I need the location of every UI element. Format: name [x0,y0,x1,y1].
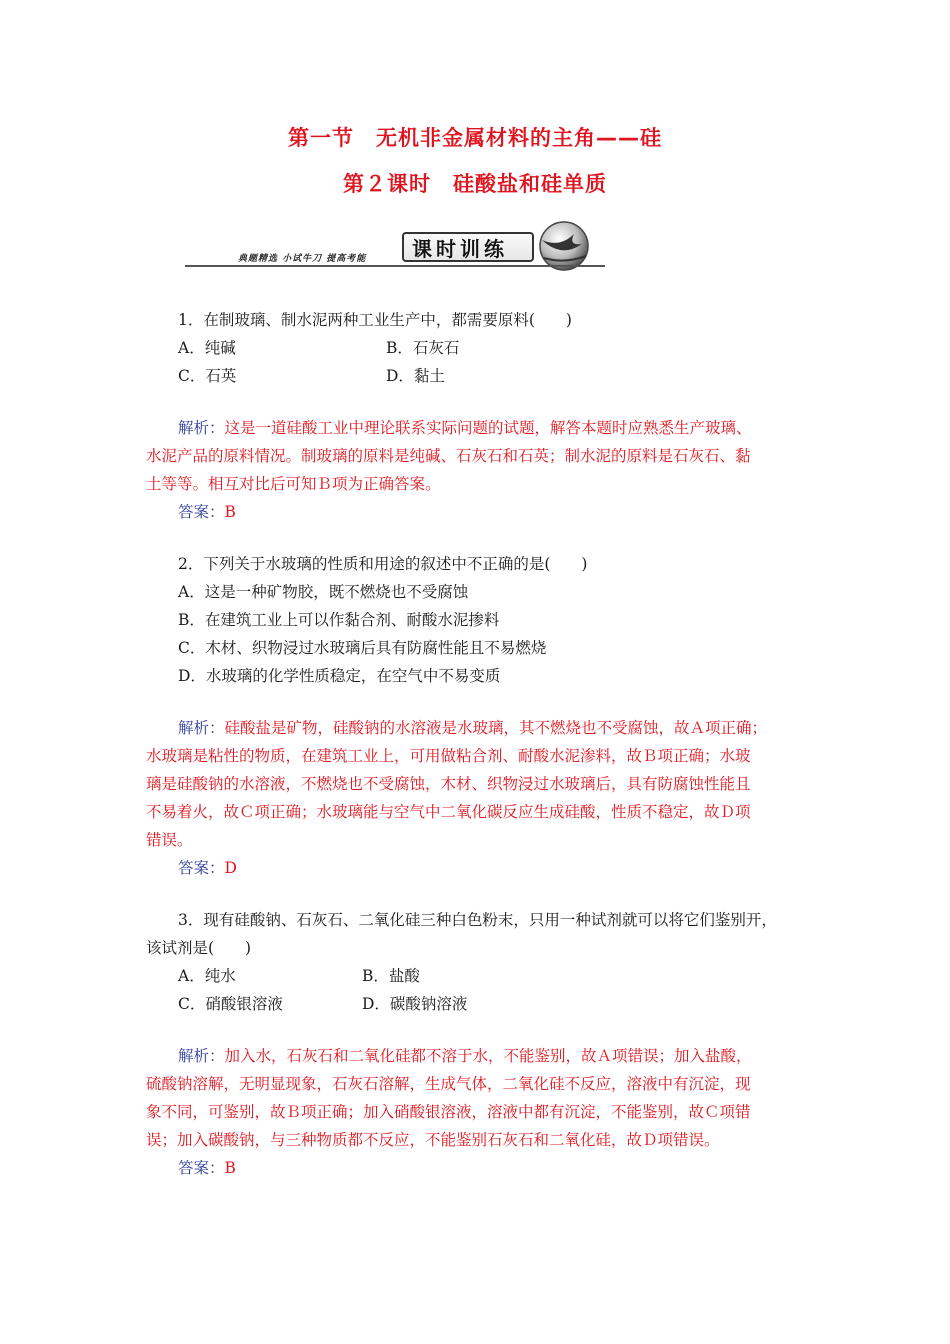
question-3-analysis-line-4: 误；加入碳酸钠，与三种物质都不反应，不能鉴别石灰石和二氧化硅，故Ｄ项错误。 [146,1131,720,1149]
question-1-option-d: D．黏土 [386,367,445,385]
question-2-option-b: B．在建筑工业上可以作黏合剂、耐酸水泥掺料 [178,611,500,629]
section-banner [180,212,600,270]
question-2-option-c: C．木材、织物浸过水玻璃后具有防腐性能且不易燃烧 [178,639,547,657]
question-3-analysis-line-3: 象不同，可鉴别，故Ｂ项正确；加入硝酸银溶液，溶液中都有沉淀，不能鉴别，故Ｃ项错 [146,1103,751,1121]
question-1-analysis-line-2: 水泥产品的原料情况。制玻璃的原料是纯碱、石灰石和石英；制水泥的原料是石灰石、黏 [146,447,751,465]
question-1-answer: 答案：B [178,503,236,521]
question-2-analysis-line-5: 错误。 [146,831,193,849]
question-1-analysis-line-1: 解析：这是一道硅酸工业中理论联系实际问题的试题，解答本题时应熟悉生产玻璃、 [178,419,752,437]
question-3-stem-line-2: 该试剂是( ) [146,939,252,957]
banner-label: 课时训练 [402,232,534,262]
question-3-option-b: B．盐酸 [362,967,420,985]
question-2-answer: 答案：D [178,859,237,877]
question-2-option-a: A．这是一种矿物胶，既不燃烧也不受腐蚀 [178,583,469,601]
question-2-analysis-line-3: 璃是硅酸钠的水溶液，不燃烧也不受腐蚀，木材、织物浸过水玻璃后，具有防腐蚀性能且 [146,775,751,793]
banner-rule [185,265,605,267]
question-3-analysis-line-1: 解析：加入水，石灰石和二氧化硅都不溶于水，不能鉴别，故Ａ项错误；加入盐酸， [178,1047,752,1065]
page-title: 第一节 无机非金属材料的主角——硅 [288,126,662,150]
analysis-label: 解析： [178,419,225,437]
bird-emblem-icon [530,214,600,272]
question-2-stem: 2．下列关于水玻璃的性质和用途的叙述中不正确的是( ) [178,555,588,573]
question-2-option-d: D．水玻璃的化学性质稳定，在空气中不易变质 [178,667,501,685]
question-2-analysis-line-4: 不易着火，故Ｃ项正确；水玻璃能与空气中二氧化碳反应生成硅酸，性质不稳定，故Ｄ项 [146,803,751,821]
question-3-option-d: D．碳酸钠溶液 [362,995,468,1013]
question-1-analysis-line-3: 土等等。相互对比后可知Ｂ项为正确答案。 [146,475,441,493]
question-2-analysis-line-2: 水玻璃是粘性的物质，在建筑工业上，可用做粘合剂、耐酸水泥渗料，故Ｂ项正确；水玻 [146,747,751,765]
page-subtitle: 第２课时 硅酸盐和硅单质 [343,172,607,196]
question-3-option-a: A．纯水 [178,967,236,985]
question-1-option-a: A．纯碱 [178,339,236,357]
question-2-analysis-line-1: 解析：硅酸盐是矿物，硅酸钠的水溶液是水玻璃，其不燃烧也不受腐蚀，故Ａ项正确； [178,719,768,737]
question-1-option-c: C．石英 [178,367,237,385]
question-3-analysis-line-2: 硫酸钠溶解，无明显现象，石灰石溶解，生成气体，二氧化硅不反应，溶液中有沉淀，现 [146,1075,751,1093]
analysis-label: 解析： [178,1047,225,1065]
question-1-stem: 1．在制玻璃、制水泥两种工业生产中，都需要原料( ) [178,311,572,329]
question-3-answer: 答案：B [178,1159,236,1177]
analysis-label: 解析： [178,719,225,737]
question-3-stem-line-1: 3．现有硅酸钠、石灰石、二氧化硅三种白色粉末，只用一种试剂就可以将它们鉴别开， [178,911,777,929]
question-1-option-b: B．石灰石 [386,339,460,357]
banner-slogan: 典题精选 小试牛刀 提高考能 [238,254,367,264]
question-3-option-c: C．硝酸银溶液 [178,995,283,1013]
